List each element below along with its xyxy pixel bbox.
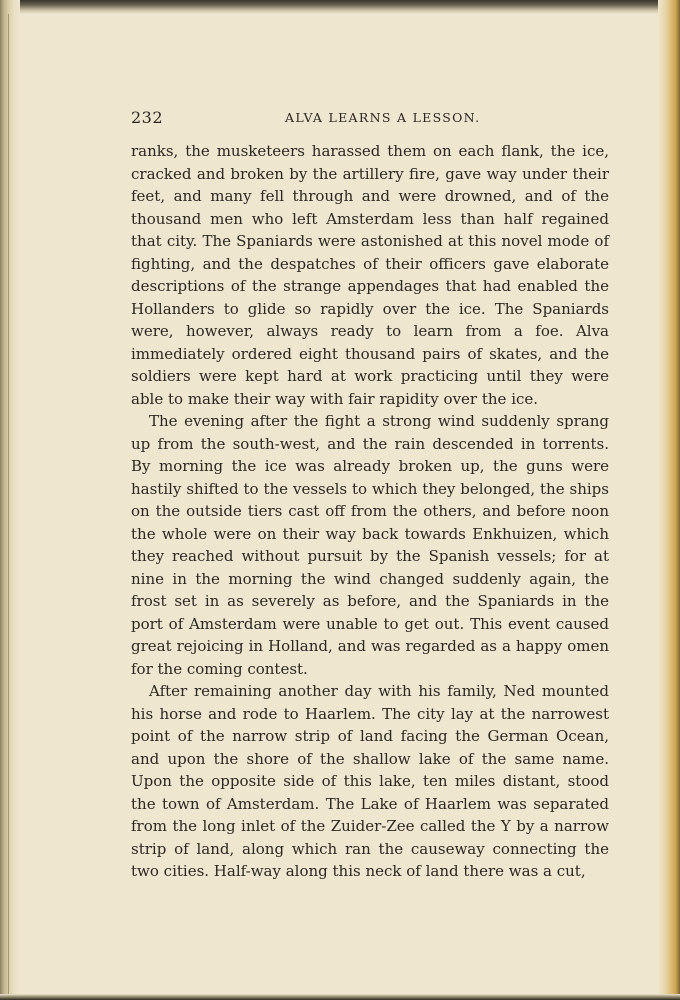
right-page-edge (658, 0, 680, 1000)
paragraph: After remaining another day with his family, Ned mounted his horse and rode to Haarlem. The city lay at the narrowest point of the narrow strip of land facing the German Ocean, and upon the shore of the shallow lake of the same name. Upon the opposite side of this lake, ten miles distant, stood the town of Amsterdam. The Lake of Haarlem was separated from the long inlet of the Zuider-Zee called the Y by a narrow strip of land, along which ran the causeway connecting the two cities. Half-way along this neck of land there was a cut, (131, 682, 609, 880)
paragraph-continuation: ranks, the musketeers harassed them on each flank, the ice, cracked and broken by the artillery fire, gave way under their feet, and many fell through and were drowned, and of the thousand men who left Amsterdam less than half regained that city. The Spaniards were astonished at this novel mode of fighting, and the despatches of their officers gave elaborate descriptions of the strange appendages that had enabled the Hollanders to glide so rapidly over the ice. The Spaniards were, however, always ready to learn from a foe. Alva immediately ordered eight thousand pairs of skates, and the soldiers were kept hard at work practicing until they were able to make their way with fair rapidity over the ice. (131, 142, 609, 408)
body-text (131, 140, 609, 883)
page-header (131, 108, 609, 130)
running-head: ALVA LEARNS A LESSON. (285, 110, 481, 125)
paragraph: The evening after the fight a strong wind suddenly sprang up from the south-west, and the rain descended in torrents. By morning the ice was already broken up, the guns were hastily shifted to the vessels to which they belonged, the ships on the outside tiers cast off from the others, and before noon the whole were on their way back towards Enkhuizen, which they reached without pursuit by the Spanish vessels; for at nine in the morning the wind changed suddenly again, the frost set in as severely as before, and the Spaniards in the port of Amsterdam were unable to get out. This event caused great rejoicing in Holland, and was regarded as a happy omen for the coming contest. (131, 412, 609, 678)
top-scan-shadow (0, 0, 680, 14)
page-number: 232 (131, 108, 164, 127)
bottom-page-edge (0, 994, 680, 1000)
left-binding-shadow (0, 0, 20, 1000)
left-binding-line (8, 14, 9, 1000)
